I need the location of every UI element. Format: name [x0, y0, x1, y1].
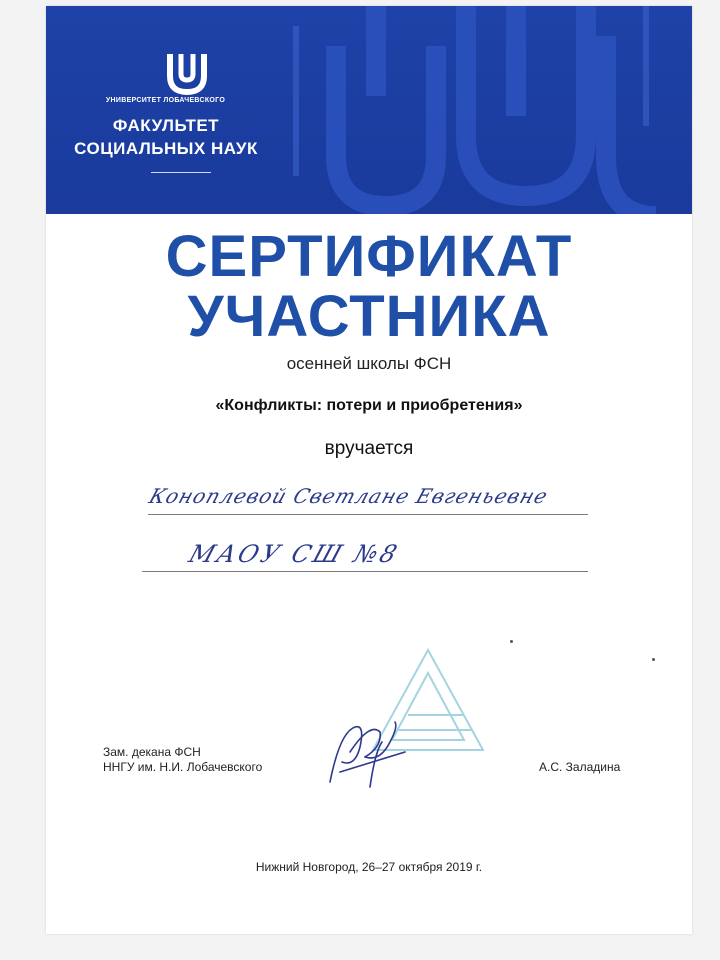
event-theme: «Конфликты: потери и приобретения» — [215, 397, 523, 414]
recipient-school-line — [142, 571, 588, 572]
ink-dot — [510, 640, 513, 643]
awarded-text: вручается — [324, 438, 414, 459]
header-band — [46, 6, 692, 214]
ink-dot — [652, 658, 655, 661]
decorative-logo-pattern — [46, 6, 692, 214]
signature-icon — [320, 712, 410, 792]
signatory-name: А.С. Заладина — [539, 760, 621, 774]
faculty-name-line1: ФАКУЛЬТЕТ — [112, 116, 220, 135]
event-name: осенней школы ФСН — [286, 354, 452, 373]
certificate-title-line1: СЕРТИФИКАТ — [165, 224, 573, 289]
university-name: УНИВЕРСИТЕТ ЛОБАЧЕВСКОГО — [105, 97, 226, 104]
certificate-title-line2: УЧАСТНИКА — [187, 284, 551, 349]
signatory-position-line1: Зам. декана ФСН — [103, 745, 201, 759]
faculty-name-line2: СОЦИАЛЬНЫХ НАУК — [74, 139, 258, 158]
unn-logo-icon — [164, 50, 210, 96]
recipient-name: Коноплевой Светлане Евгеньевне — [146, 484, 552, 508]
recipient-name-line — [148, 514, 588, 515]
recipient-school: МАОУ СШ №8 — [185, 540, 404, 568]
signatory-position-line2: ННГУ им. Н.И. Лобачевского — [103, 760, 263, 774]
place-and-date: Нижний Новгород, 26–27 октября 2019 г. — [255, 860, 483, 874]
header-divider — [151, 172, 211, 173]
